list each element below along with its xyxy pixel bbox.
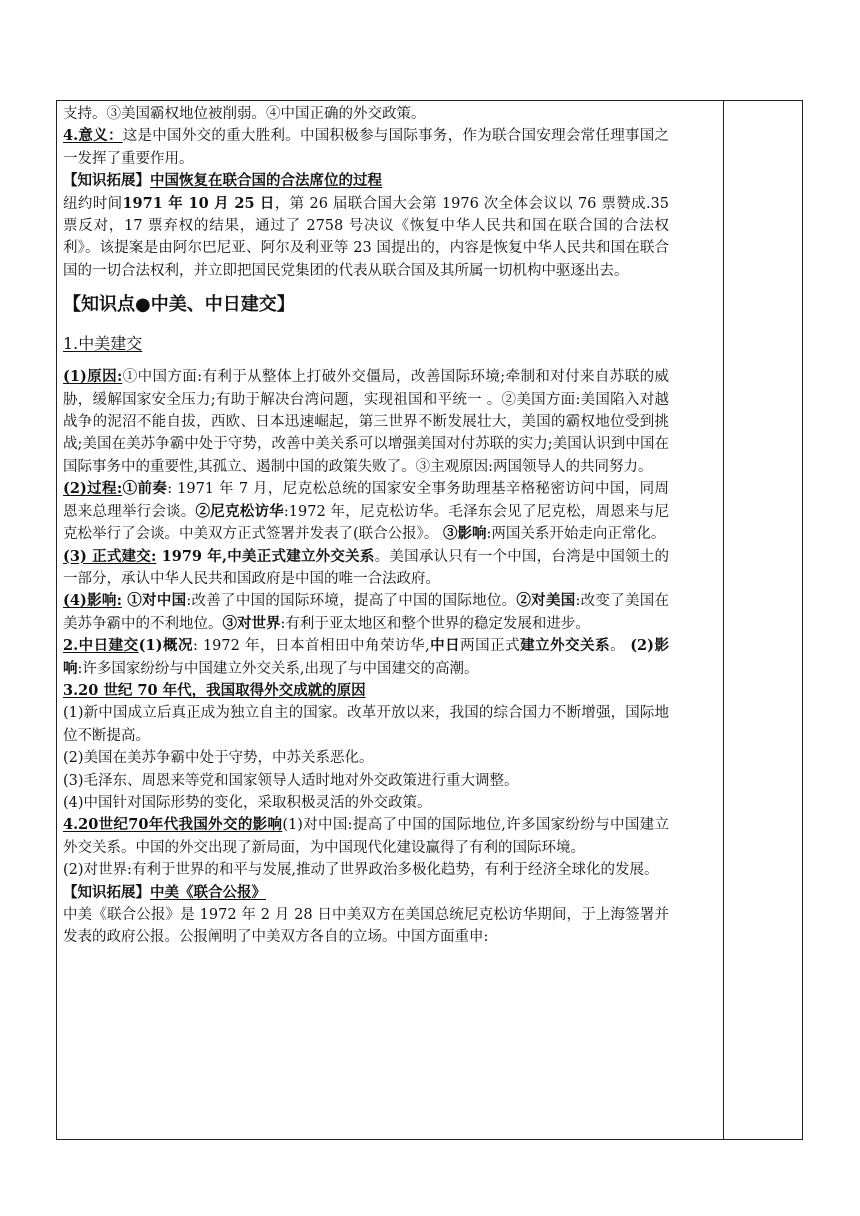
paragraph: 支持。③美国霸权地位被削弱。④中国正确的外交政策。 xyxy=(63,106,426,122)
extension-heading: 【知识拓展】中国恢复在联合国的合法席位的过程 xyxy=(63,172,382,190)
influence-paragraph-2: (2)对世界:有利于世界的和平与发展,推动了世界政治多极化趋势，有利于经济全球化的发展。 xyxy=(63,862,659,879)
cause-paragraph: (1)原因:①中国方面:有利于从整体上打破外交僵局，改善国际环境;牵制和对付来自苏联的威胁，缓解国家安全压力;有助于解决台湾问题，实现祖国和平统一 。②美国方面:美国陷入对越战争的泥沼不能自拔，西欧、日本迅速崛起，第三世界不断发展壮大，美国的霸权地位受到挑战;美国在美苏争霸中处于守势，改善中美关系可以增强美国对付苏联的实力;美国认识到中国在国际事务中的重要性,其孤立、遏制中国的政策失败了。③主观原因:两国领导人的共同努力。 xyxy=(63,368,669,475)
significance-label: 4.意义： xyxy=(63,127,123,145)
column-divider xyxy=(723,101,724,1139)
content-table xyxy=(56,100,803,1140)
formal-paragraph: (3) 正式建交: 1979 年,中美正式建立外交关系。美国承认只有一个中国，台湾是中国领土的一部分，承认中华人民共和国政府是中国的唯一合法政府。 xyxy=(63,547,670,587)
section-heading: 【知识点●中美、中日建交】 xyxy=(63,294,295,316)
impact-paragraph: (4)影响: ①对中国:改善了中国的国际环境，提高了中国的国际地位。②对美国:改变了美国在美苏争霸中的不利地位。③对世界:有利于亚太地区和整个世界的稳定发展和进步。 xyxy=(63,592,669,632)
influence-paragraph-1: 4.20世纪70年代我国外交的影响(1)对中国:提高了中国的国际地位,许多国家纷纷与中国建立外交关系。中国的外交出现了新局面，为中国现代化建设赢得了有利的国际环境。 xyxy=(63,816,669,856)
reason-item: (3)毛泽东、周恩来等党和国家领导人适时地对外交政策进行重大调整。 xyxy=(63,772,519,789)
reason-item: (2)美国在美苏争霸中处于守势，中苏关系恶化。 xyxy=(63,750,374,767)
subsection-heading: 1.中美建交 xyxy=(63,334,143,354)
reason-item: (4)中国针对国际形势的变化，采取积极灵活的外交政策。 xyxy=(63,794,432,811)
extension-heading-2: 【知识拓展】中美《联合公报》 xyxy=(63,883,266,901)
content-cell xyxy=(63,103,669,949)
process-paragraph: (2)过程:①前奏: 1971 年 7 月，尼克松总统的国家安全事务助理基辛格秘密访问中国，同周恩来总理举行会谈。②尼克松访华:1972 年，尼克松访华。毛泽东会见了尼克松，周恩来与尼克松举行了会谈。中美双方正式签署并发表了(联合公报》。 ③影响:两国关系开始走向正常化。 xyxy=(63,480,670,543)
reasons-title: 3.20 世纪 70 年代，我国取得外交成就的原因 xyxy=(63,681,366,699)
un-seat-paragraph: 纽约时间1971 年 10 月 25 日，第 26 届联合国大会第 1976 次全体会议以 76 票赞成.35 票反对，17 票弃权的结果，通过了 2758 号决议《恢复中华人民共和国在联合国的合法权利》。该提案是由阿尔巴尼亚、阿尔及利亚等 23 国提出的，内容是恢复中华人民共和国在联合国的一切合法权利，并立即把国民党集团的代表从联合国及其所属一切机构中驱逐出去。 xyxy=(63,194,670,279)
reason-item: (1)新中国成立后真正成为独立自主的国家。改革开放以来，我国的综合国力不断增强，国际地位不断提高。 xyxy=(63,705,669,744)
japan-paragraph: 2.中日建交(1)概况: 1972 年，日本首相田中角荣访华,中日两国正式建立外交关系。 (2)影响:许多国家纷纷与中国建立外交关系,出现了与中国建交的高潮。 xyxy=(63,637,669,677)
significance-paragraph: 4.意义：这是中国外交的重大胜利。中国积极参与国际事务，作为联合国安理会常任理事国之一发挥了重要作用。 xyxy=(63,127,670,167)
communique-paragraph: 中美《联合公报》是 1972 年 2 月 28 日中美双方在美国总统尼克松访华期间，于上海签署并发表的政府公报。公报阐明了中美双方各自的立场。中国方面重申: xyxy=(63,907,669,946)
